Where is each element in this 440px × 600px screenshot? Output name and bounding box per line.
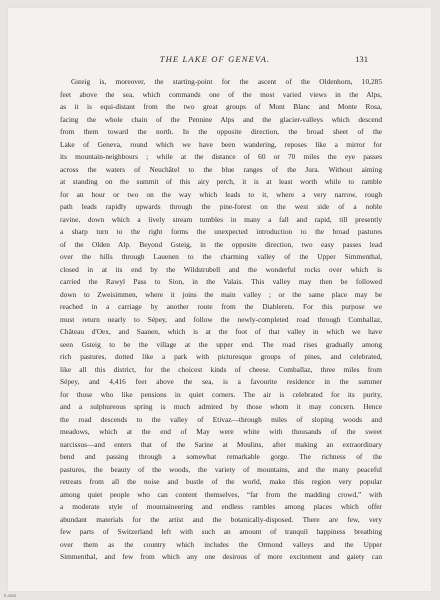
text-line: Château d'Oex, and Saanen, which is at the foot of that valley in which we have bbox=[60, 327, 382, 336]
corner-note: E-4093 bbox=[4, 594, 17, 598]
text-line: facing the whole chain of the Pennine Alps and the glacier-valleys which descend bbox=[60, 114, 382, 124]
body-text bbox=[60, 76, 382, 564]
text-line: of the Olden Alp. Beyond Gsteig, in the opposite direction, two easy passes lead bbox=[60, 239, 382, 249]
text-line: Gsteig is, moreover, the starting-point for the ascent of the Oldenhorn, 10,285 bbox=[71, 77, 382, 86]
text-line: meadows, which at the end of May were white with thousands of the sweet bbox=[60, 427, 382, 436]
text-line: reached in a carriage by another route from the Diablerets. For this purpose we bbox=[60, 302, 382, 311]
text-line: abundant materials for the artist and the botanically-disposed. There are few, very bbox=[60, 514, 382, 524]
text-line: at standing on the summit of this airy perch, it is at least worth while to ramble bbox=[60, 177, 382, 186]
running-title: THE LAKE OF GENEVA. bbox=[159, 54, 271, 64]
text-line: among quiet people who can content themselves, “far from the madding crowd,” with bbox=[60, 489, 382, 499]
text-line: bend and passing through a somewhat remarkable gorge. The richness of the bbox=[60, 452, 382, 461]
page-sheet bbox=[8, 8, 431, 591]
page-number: 131 bbox=[355, 54, 368, 64]
text-line: a sharp turn to the right forms the unexpected introduction to the broad pastures bbox=[60, 227, 382, 236]
text-line: for an hour or two on the way which leads to it, where a very narrow, rough bbox=[60, 189, 382, 199]
text-line: narcissus—and enters that of the Sarine at Moulins, after making an extraordinary bbox=[60, 439, 382, 449]
text-line: carried the Rawyl Pass to Sion, in the Valais. This valley may then be followed bbox=[60, 277, 382, 286]
text-line: across the waters of Neuchâtel to the blue ranges of the Jura. Without aiming bbox=[60, 164, 382, 174]
text-line: feet above the sea, which commands one of the most varied views in the Alps, bbox=[60, 89, 382, 99]
text-line: Simmenthal, and few from which any one desirous of more excitement and gaiety can bbox=[60, 552, 382, 561]
text-line: rich pastures, dotted like a park with picturesque groups of pines, and celebrated, bbox=[60, 352, 382, 361]
text-line: for those who like pensions in quiet corners. The air is celebrated for its purity, bbox=[60, 389, 382, 399]
text-line: few parts of Switzerland left with such an amount of tranquil happiness breathing bbox=[60, 527, 382, 536]
running-header bbox=[62, 54, 368, 68]
text-line: seen Gsteig to be the village at the upper end. The road rises gradually among bbox=[60, 339, 382, 349]
text-line: a moderate style of mountaineering and endless rambles among places which offer bbox=[60, 502, 382, 511]
text-line: over the hills through Lauenen to the charming valley of the Upper Simmenthal, bbox=[60, 252, 382, 261]
text-line: closed in at its end by the Wildstrubell and the wonderful rocks over which is bbox=[60, 264, 382, 274]
text-line: path leads rapidly upwards through the pine-forest on the west side of a noble bbox=[60, 202, 382, 211]
text-line: and a sulphureous spring is much admired by those whom it may concern. Hence bbox=[60, 402, 382, 411]
text-line: its mountain-neighbours ; while at the distance of 60 or 70 miles the eye passes bbox=[60, 152, 382, 161]
text-line: like all this district, for the choicest kinds of cheese. Comballaz, three miles from bbox=[60, 364, 382, 374]
text-line: retreats from all the noise and bustle of the world, make this region very popular bbox=[60, 477, 382, 486]
text-line: Sépey, and 4,416 feet above the sea, is a favourite residence in the summer bbox=[60, 377, 382, 386]
text-line: from them toward the north. In the opposite direction, the broad sheet of the bbox=[60, 127, 382, 136]
text-line: over them as the country which includes the Ormond valleys and the Upper bbox=[60, 539, 382, 549]
text-line: as it is equi-distant from the two great groups of Mont Blanc and Monte Rosa, bbox=[60, 102, 382, 111]
text-line: pastures, the beauty of the woods, the variety of mountains, and the many peaceful bbox=[60, 464, 382, 474]
text-line: Lake of Geneva, round which we have been wandering, reposes like a mirror for bbox=[60, 139, 382, 149]
text-line: ravine, down which a lively stream tumbles in many a fall and rapid, till presently bbox=[60, 214, 382, 224]
text-line: must return nearly to Sépey, and follow the newly-completed road through Comballaz, bbox=[60, 314, 382, 324]
text-line: the road descends to the valley of Etivaz—through miles of sloping woods and bbox=[60, 414, 382, 424]
text-line: down to Zweisimmen, where it joins the main valley ; or the same place may be bbox=[60, 289, 382, 299]
